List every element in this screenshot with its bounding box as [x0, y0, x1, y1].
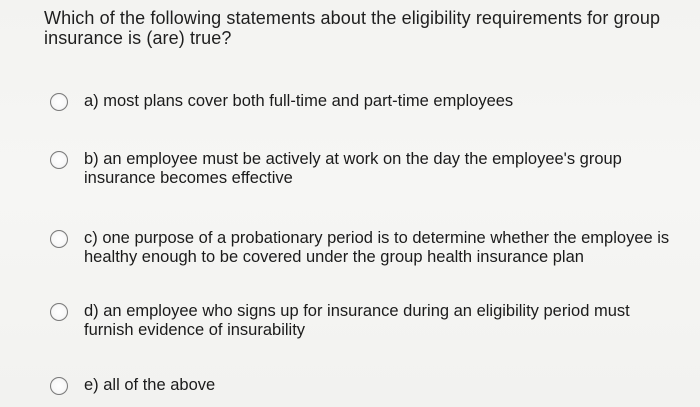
radio-button-a[interactable] — [50, 93, 68, 111]
option-b-label: b) an employee must be actively at work on the day the employee's group insurance becomes effective — [84, 150, 622, 187]
option-e-label: e) all of the above — [84, 376, 216, 394]
option-d[interactable] — [50, 302, 690, 340]
option-a[interactable] — [50, 92, 690, 111]
option-e[interactable] — [50, 376, 690, 395]
radio-button-c[interactable] — [50, 230, 68, 248]
question-text: Which of the following statements about the eligibility requirements for group insurance is (are) true? — [44, 8, 661, 48]
radio-button-e[interactable] — [50, 377, 68, 395]
option-d-label: d) an employee who signs up for insurance during an eligibility period must furnish evidence of insurability — [84, 302, 630, 339]
option-c[interactable] — [50, 229, 690, 267]
radio-button-d[interactable] — [50, 303, 68, 321]
radio-button-b[interactable] — [50, 151, 68, 169]
option-b[interactable] — [50, 150, 690, 188]
option-c-label: c) one purpose of a probationary period is to determine whether the employee is healthy enough to be covered under the group health insurance plan — [84, 229, 670, 266]
option-a-label: a) most plans cover both full-time and part-time employees — [84, 92, 514, 110]
